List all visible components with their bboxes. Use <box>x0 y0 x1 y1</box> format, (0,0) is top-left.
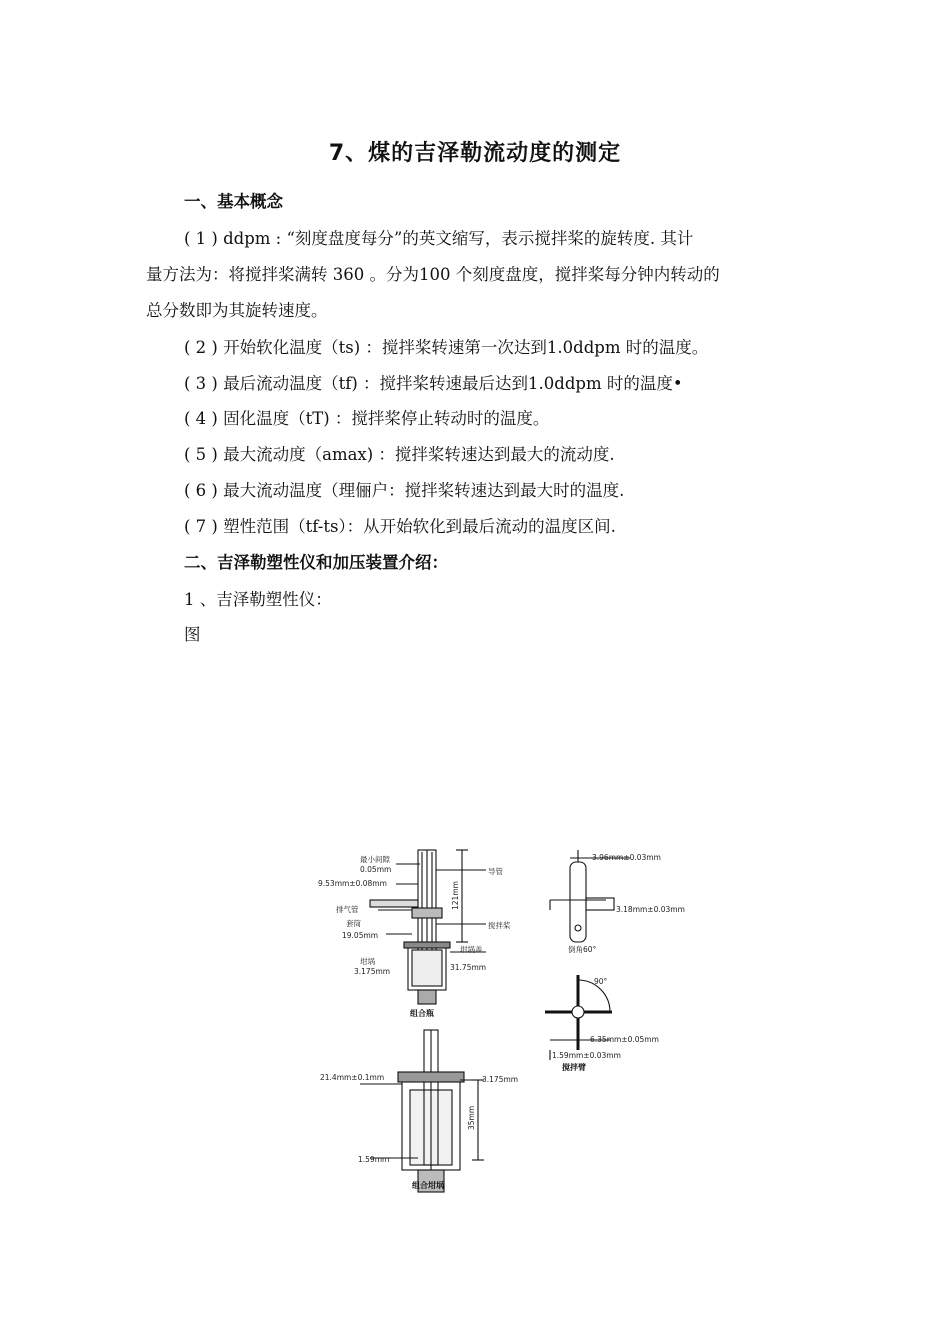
vent-pipe <box>370 900 418 907</box>
sleeve <box>412 908 442 918</box>
item-5: ( 5 ) 最大流动度（amax) ：搅拌桨转速达到最大的流动度. <box>184 445 615 464</box>
paragraph1-line1: ( 1 ) ddpm : “刻度盘度每分”的英文缩写，表示搅拌桨的旋转度. 其计 <box>184 229 694 248</box>
label-sleeve: 套筒 <box>346 919 361 928</box>
plastometer-figure <box>300 840 720 1200</box>
section1-heading: 一、基本概念 <box>184 192 283 211</box>
label-dim-3175c: 3.175mm <box>482 1075 519 1084</box>
item-3: ( 3 ) 最后流动温度（tf) ：搅拌桨转速最后达到1.0ddpm 时的温度• <box>184 374 683 393</box>
label-dim-635: 6.35mm±0.05mm <box>590 1035 659 1044</box>
label-dim-3175b: 31.75mm <box>450 963 487 972</box>
label-min-gap-val: 0.05mm <box>360 865 392 874</box>
label-dim-214: 21.4mm±0.1mm <box>320 1073 385 1082</box>
item-7: ( 7 ) 塑性范围（tf-ts）：从开始软化到最后流动的温度区间. <box>184 517 616 536</box>
label-angle60: 倒角60° <box>568 945 597 954</box>
paragraph1-line2: 量方法为：将搅拌桨满转 360 。分为100 个刻度盘度，搅拌桨每分钟内转动的 <box>146 265 720 284</box>
label-stirrer: 搅拌桨 <box>488 921 511 930</box>
paddle-side-view <box>570 862 586 942</box>
label-assembled-crucible: 组合坩埚 <box>412 1181 444 1190</box>
label-dim-35: 35mm <box>467 1105 476 1130</box>
label-dim-318: 3.18mm±0.03mm <box>616 905 685 914</box>
label-assembled: 组合瓶 <box>410 1009 434 1018</box>
label-vent: 排气管 <box>336 905 359 914</box>
label-arm: 搅拌臂 <box>562 1063 586 1072</box>
label-dim-3175: 3.175mm <box>354 967 391 976</box>
page-title: 7、煤的吉泽勒流动度的测定 <box>328 141 622 166</box>
crucible-base <box>418 990 436 1004</box>
label-min-gap: 最小间隙 <box>360 855 390 864</box>
label-angle90: 90° <box>594 977 608 986</box>
label-lid: 坩埚盖 <box>460 945 483 954</box>
label-dim-953: 9.53mm±0.08mm <box>318 879 387 888</box>
item-4: ( 4 ) 固化温度（tT) ：搅拌桨停止转动时的温度。 <box>184 409 550 428</box>
label-crucible: 坩埚 <box>360 957 375 966</box>
item-2: ( 2 ) 开始软化温度（ts) ：搅拌桨转速第一次达到1.0ddpm 时的温度。 <box>184 338 709 357</box>
label-dim-1905: 19.05mm <box>342 931 379 940</box>
label-dim-396: 3.96mm±0.03mm <box>592 853 661 862</box>
figure-label: 图 <box>184 625 201 644</box>
subsection-1: 1 、吉泽勒塑性仪： <box>184 590 332 609</box>
section2-heading: 二、吉泽勒塑性仪和加压装置介绍： <box>184 553 448 572</box>
crucible-lid <box>404 942 450 948</box>
label-dim-121: 121mm <box>451 881 460 910</box>
label-dim-159: 1.59mm <box>358 1155 390 1164</box>
paragraph1-line3: 总分数即为其旋转速度。 <box>146 301 328 320</box>
label-guide: 导管 <box>488 867 503 876</box>
label-dim-159a: 1.59mm±0.03mm <box>552 1051 621 1060</box>
item-6: ( 6 ) 最大流动温度（理俪户：搅拌桨转速达到最大时的温度. <box>184 481 625 500</box>
plastometer-diagram <box>300 840 720 1200</box>
